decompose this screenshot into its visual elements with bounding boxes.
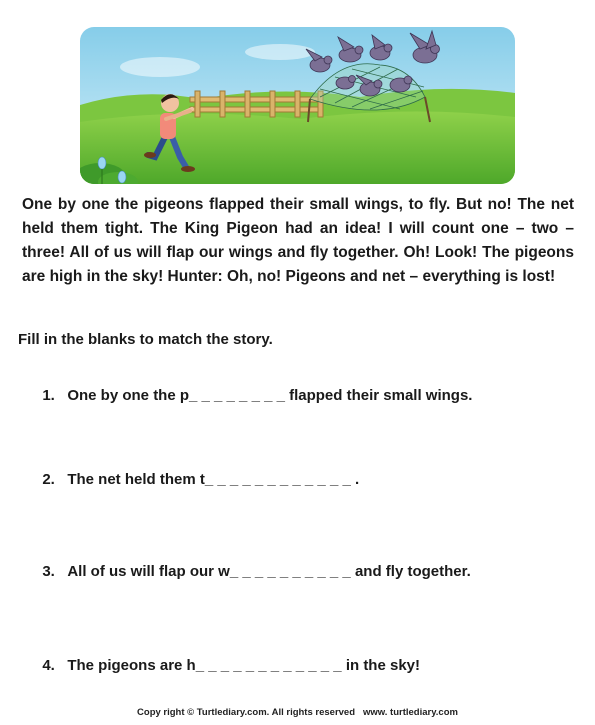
question-4 xyxy=(34,640,420,674)
question-number: 3. xyxy=(42,563,55,580)
story-paragraph: One by one the pigeons flapped their small wings, to fly. But no! The net held them tight. The King Pigeon had an idea! I will count one – two – three! All of us will flap our wings and fly together. Oh! Look! The pigeons are high in the sky! Hunter: Oh, no! Pigeons and net – everything is lost! xyxy=(22,196,574,285)
story-illustration xyxy=(80,27,515,184)
question-number: 4. xyxy=(42,657,55,674)
copyright-text: Copy right © Turtlediary.com. All rights reserved xyxy=(137,707,356,718)
question-text: The net held them t_ _ _ _ _ _ _ _ _ _ _ _ . xyxy=(67,471,360,488)
question-text: The pigeons are h_ _ _ _ _ _ _ _ _ _ _ _ in the sky! xyxy=(67,657,421,674)
question-2 xyxy=(34,454,359,488)
question-text: All of us will flap our w_ _ _ _ _ _ _ _ _ _ and fly together. xyxy=(67,563,471,580)
site-link[interactable]: www. turtlediary.com xyxy=(362,707,458,718)
question-number: 1. xyxy=(42,387,55,404)
page-footer xyxy=(0,707,595,718)
instruction-text: Fill in the blanks to match the story. xyxy=(18,331,273,348)
question-number: 2. xyxy=(42,471,55,488)
question-text: One by one the p_ _ _ _ _ _ _ _ flapped their small wings. xyxy=(67,387,473,404)
question-3 xyxy=(34,546,471,580)
question-1 xyxy=(34,370,472,404)
